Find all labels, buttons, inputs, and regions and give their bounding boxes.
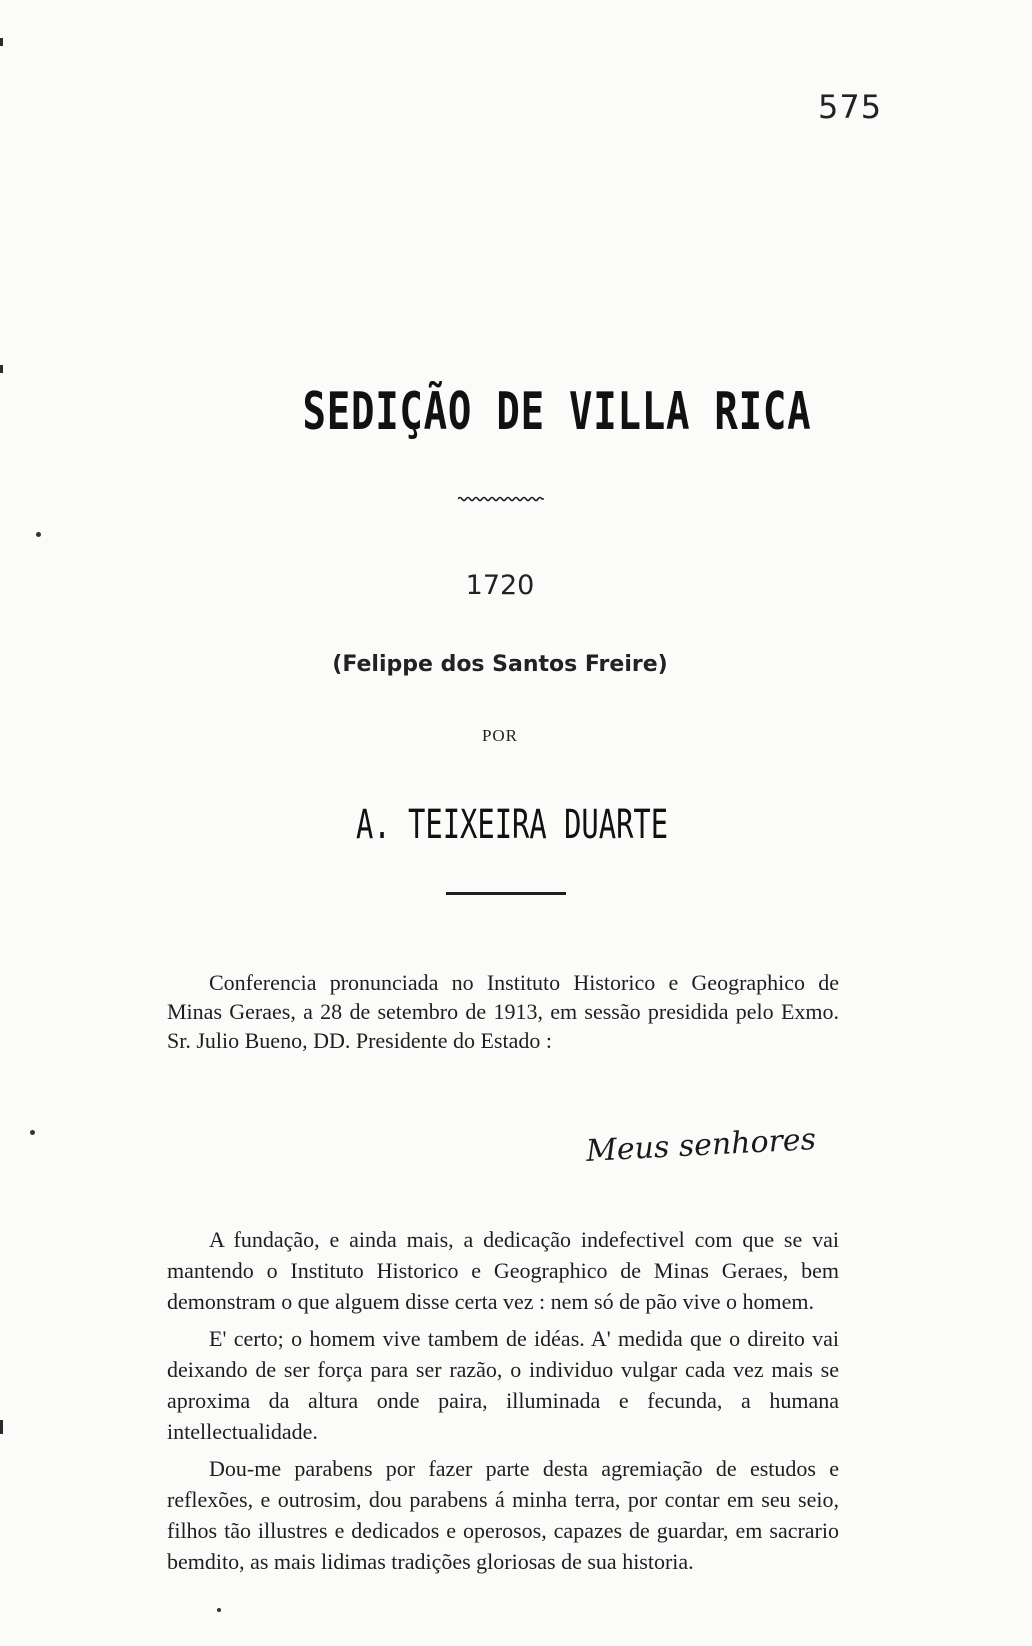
document-title: SEDIÇÃO DE VILLA RICA (302, 382, 812, 442)
scan-speck (30, 1130, 35, 1135)
by-label: POR (481, 726, 519, 745)
body-paragraph: Dou-me parabens por fazer parte desta agremiação de estudos e reflexões, e outrosim, dou parabens á minha terra, por contar em seu seio, filhos tão illustres e dedicados e operosos, capazes de guardar, em sacrario bemdito, as mais lidimas tradições gloriosas de sua historia. (167, 1456, 839, 1574)
scan-speck (36, 532, 41, 537)
scan-speck (217, 1608, 221, 1612)
body-paragraph: E' certo; o homem vive tambem de idéas. A' medida que o direito vai deixando de ser força para ser razão, o individuo vulgar cada vez mais se aproxima da altura onde paira, illuminada e fecunda, a humana intellectualidade. (167, 1326, 839, 1444)
straight-divider (446, 892, 566, 895)
wavy-divider (458, 496, 544, 502)
handwritten-salutation: Meus senhores (585, 1122, 817, 1169)
body-text (167, 1224, 839, 1583)
scan-edge-mark (0, 1420, 3, 1434)
page-number: 575 (818, 88, 883, 126)
document-author: A. TEIXEIRA DUARTE (356, 802, 669, 848)
intro-paragraph: Conferencia pronunciada no Instituto Historico e Geographico de Minas Geraes, a 28 de setembro de 1913, em sessão presidida pelo Exmo. Sr. Julio Bueno, DD. Presidente do Estado : (167, 970, 839, 1053)
body-paragraph: A fundação, e ainda mais, a dedicação indefectivel com que se vai mantendo o Instituto Historico e Geographico de Minas Geraes, bem demonstram o que alguem disse certa vez : nem só de pão vive o homem. (167, 1227, 839, 1314)
document-subject: (Felippe dos Santos Freire) (332, 652, 668, 677)
scan-edge-mark (0, 38, 3, 46)
scan-edge-mark (0, 365, 3, 373)
document-year: 1720 (465, 570, 535, 601)
